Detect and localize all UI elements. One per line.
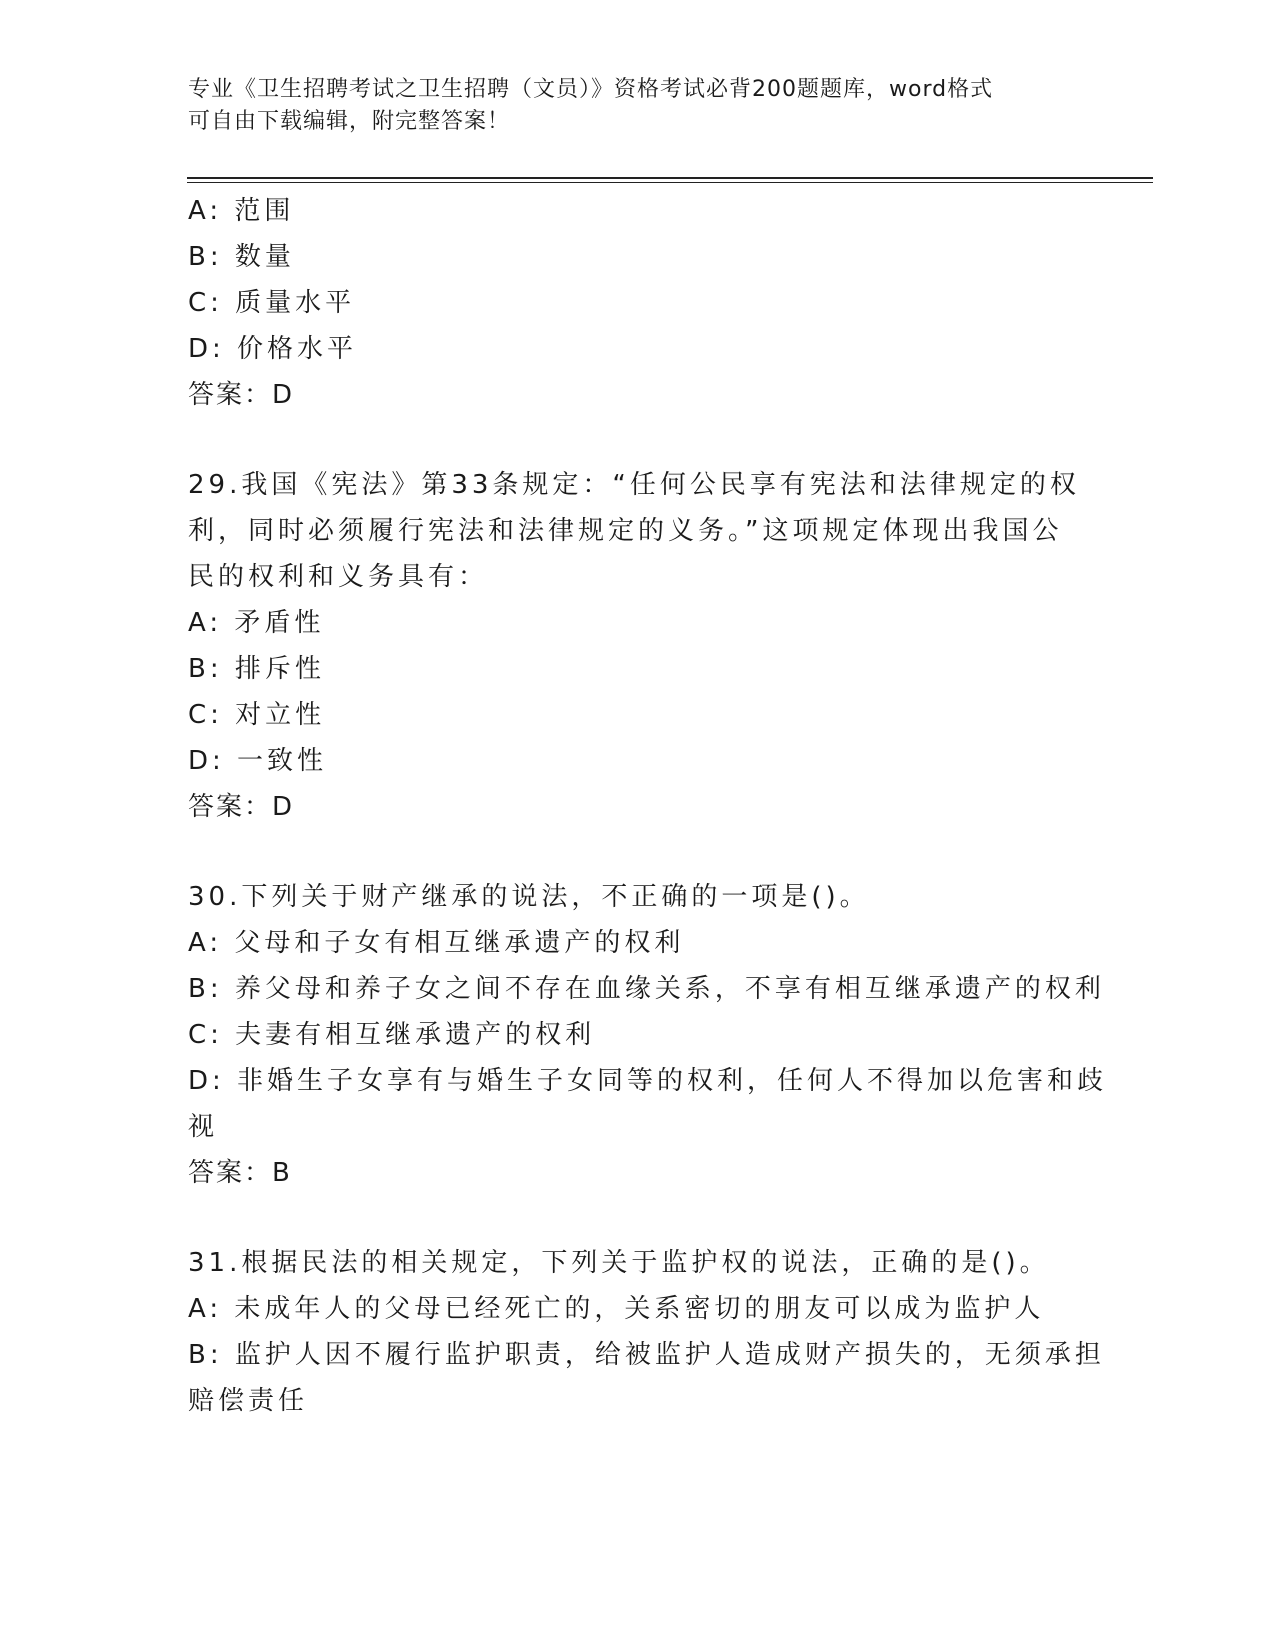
- question-31: [188, 1240, 1105, 1424]
- question-content: [188, 188, 1108, 1424]
- question-30: [188, 874, 1108, 1196]
- header-divider-thin: [187, 182, 1153, 183]
- option-b: B: 数量: [188, 242, 295, 272]
- answer-line: 答案：D: [188, 380, 295, 410]
- option-c: C: 质量水平: [188, 288, 356, 318]
- question-29: [188, 462, 1078, 830]
- option-b: B: 养父母和养子女之间不存在血缘关系，不享有相互继承遗产的权利: [188, 974, 1105, 1004]
- option-a: A: 未成年人的父母已经死亡的，关系密切的朋友可以成为监护人: [188, 1294, 1045, 1324]
- question-text-line-1: 29.我国《宪法》第33条规定：“任何公民享有宪法和法律规定的权: [188, 470, 1080, 500]
- option-b-continued: 赔偿责任: [188, 1386, 309, 1416]
- page-header: [188, 74, 1068, 138]
- option-d-continued: 视: [188, 1112, 219, 1142]
- answer-line: 答案：D: [188, 792, 295, 822]
- spacer: [188, 830, 1078, 874]
- option-b: B: 排斥性: [188, 654, 325, 684]
- question-text-line-1: 31.根据民法的相关规定，下列关于监护权的说法，正确的是()。: [188, 1248, 1050, 1278]
- option-d: D: 价格水平: [188, 334, 358, 364]
- answer-line: 答案：B: [188, 1158, 292, 1188]
- option-a: A: 范围: [188, 196, 295, 226]
- spacer: [188, 418, 1078, 462]
- option-d: D: 非婚生子女享有与婚生子女同等的权利，任何人不得加以危害和歧: [188, 1066, 1108, 1096]
- header-line-1: 专业《卫生招聘考试之卫生招聘（文员）》资格考试必背200题题库，word格式: [188, 77, 994, 102]
- option-c: C: 对立性: [188, 700, 326, 730]
- option-b: B: 监护人因不履行监护职责，给被监护人造成财产损失的，无须承担: [188, 1340, 1105, 1370]
- question-28-continued: [188, 188, 1078, 418]
- question-text-line-1: 30.下列关于财产继承的说法，不正确的一项是()。: [188, 882, 870, 912]
- option-a: A: 父母和子女有相互继承遗产的权利: [188, 928, 685, 958]
- spacer: [188, 1196, 1078, 1240]
- question-text-line-2: 利，同时必须履行宪法和法律规定的义务。”这项规定体现出我国公: [188, 516, 1063, 546]
- option-d: D: 一致性: [188, 746, 328, 776]
- header-line-2: 可自由下载编辑，附完整答案！: [188, 109, 511, 134]
- header-divider-thick: [187, 177, 1153, 179]
- option-c: C: 夫妻有相互继承遗产的权利: [188, 1020, 596, 1050]
- question-text-line-3: 民的权利和义务具有：: [188, 562, 489, 592]
- option-a: A: 矛盾性: [188, 608, 325, 638]
